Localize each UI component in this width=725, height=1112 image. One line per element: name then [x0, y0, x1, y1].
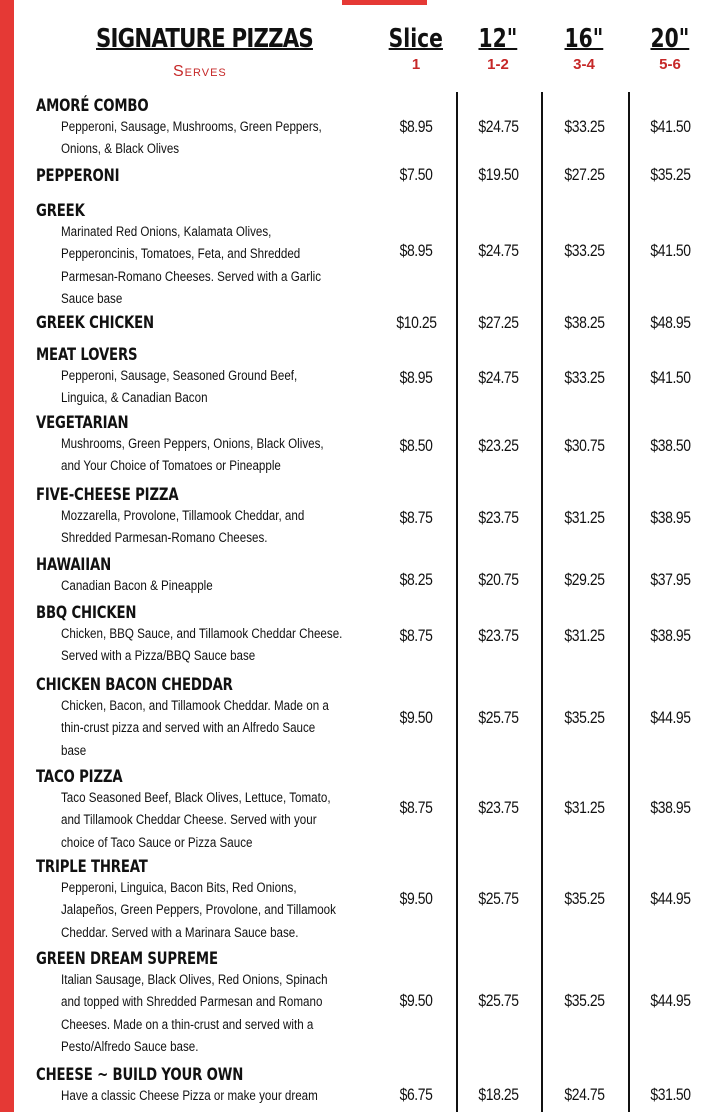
menu-item-name: HAWAIIAN [36, 555, 112, 575]
menu-item-price [458, 436, 538, 456]
menu-item-name: MEAT LOVERS [36, 345, 138, 365]
size-label: Slice [388, 24, 444, 54]
menu-item-description-line: Mozzarella, Provolone, Tillamook Cheddar, and [61, 508, 305, 523]
price-text: $24.75 [477, 117, 519, 136]
menu-item-price [376, 368, 456, 388]
menu-item-price [458, 241, 538, 261]
menu-item-price [376, 1085, 456, 1105]
menu-item-price [630, 626, 710, 646]
price-text: $25.75 [477, 708, 519, 727]
price-text: $44.95 [649, 889, 691, 908]
menu-item-description-line: Jalapeños, Green Peppers, Provolone, and Tillamook [61, 902, 336, 918]
menu-item-price [544, 313, 624, 333]
menu-item-description-line: Cheddar. Served with a Marinara Sauce base. [61, 924, 299, 940]
menu-item-price [458, 991, 538, 1011]
price-text: $23.25 [477, 436, 519, 455]
price-text: $19.50 [477, 165, 519, 184]
menu-item-price [376, 241, 456, 261]
menu-item-name: FIVE-CHEESE PIZZA [36, 485, 179, 505]
menu-item-price [458, 508, 538, 528]
price-text: $8.75 [399, 798, 433, 817]
menu-item-description-line: Marinated Red Onions, Kalamata Olives, [61, 224, 272, 239]
menu-item-price [544, 117, 624, 137]
menu-item-price [544, 626, 624, 646]
menu-item-price [458, 1085, 538, 1105]
size-column-16 [544, 24, 624, 73]
menu-item-price [630, 798, 710, 818]
menu-item-price [544, 889, 624, 909]
price-text: $8.25 [399, 570, 433, 589]
price-text: $31.25 [563, 626, 605, 645]
menu-item-price [458, 165, 538, 185]
menu-item-price [376, 570, 456, 590]
menu-item-price [376, 313, 456, 333]
price-text: $8.95 [399, 117, 433, 136]
price-text: $35.25 [563, 991, 605, 1010]
menu-item-description-line: and Your Choice of Tomatoes or Pineapple [61, 458, 281, 474]
price-text: $8.95 [399, 368, 433, 387]
menu-item-price [376, 991, 456, 1011]
price-text: $41.50 [649, 241, 691, 260]
menu-item-name: TACO PIZZA [36, 767, 123, 787]
size-label: 12" [478, 24, 518, 54]
serves-count: 5-6 [659, 56, 681, 73]
menu-item-description-line: base [61, 742, 87, 758]
menu-item-price [630, 436, 710, 456]
menu-item-price [458, 626, 538, 646]
price-text: $31.25 [563, 798, 605, 817]
menu-item-price [544, 570, 624, 590]
menu-item-price [630, 889, 710, 909]
price-text: $23.75 [477, 798, 519, 817]
menu-item-description-line: Sauce base [61, 290, 123, 306]
size-label: 16" [564, 24, 604, 54]
price-text: $35.25 [563, 889, 605, 908]
menu-item-price [458, 708, 538, 728]
menu-item-price [630, 991, 710, 1011]
size-column-slice [376, 24, 456, 73]
menu-item-price [630, 368, 710, 388]
price-text: $9.50 [399, 889, 433, 908]
menu-item-description-line: Taco Seasoned Beef, Black Olives, Lettuce, Tomato, [61, 790, 331, 805]
price-text: $27.25 [477, 313, 519, 332]
menu-item-price [544, 1085, 624, 1105]
menu-item-price [544, 241, 624, 261]
price-text: $23.75 [477, 508, 519, 527]
menu-item-price [376, 117, 456, 137]
price-text: $38.95 [649, 508, 691, 527]
price-text: $37.95 [649, 570, 691, 589]
menu-item-price [630, 165, 710, 185]
size-column-20 [630, 24, 710, 73]
serves-label: Serves [173, 63, 227, 80]
menu-item-description-line: Pepperoni, Sausage, Mushrooms, Green Peppers, [61, 119, 322, 134]
menu-item-description-line: Canadian Bacon & Pineapple [61, 578, 213, 593]
price-text: $33.25 [563, 368, 605, 387]
price-text: $18.25 [477, 1085, 519, 1104]
price-text: $24.75 [477, 368, 519, 387]
menu-item-price [376, 626, 456, 646]
menu-item-price [458, 117, 538, 137]
price-text: $27.25 [563, 165, 605, 184]
menu-item-price [544, 798, 624, 818]
menu-item-description-line: Served with a Pizza/BBQ Sauce base [61, 648, 256, 664]
menu-item-description-line: and topped with Shredded Parmesan and Romano [61, 994, 323, 1010]
menu-item-description-line: Have a classic Cheese Pizza or make your dream [61, 1088, 318, 1103]
menu-item-price [544, 708, 624, 728]
price-text: $38.50 [649, 436, 691, 455]
price-text: $44.95 [649, 991, 691, 1010]
menu-item-price [544, 368, 624, 388]
price-text: $41.50 [649, 117, 691, 136]
menu-item-price [376, 508, 456, 528]
menu-item-description-line: Onions, & Black Olives [61, 141, 180, 157]
menu-item-price [630, 117, 710, 137]
price-text: $33.25 [563, 241, 605, 260]
price-text: $38.95 [649, 626, 691, 645]
menu-item-description-line: thin-crust pizza and served with an Alfredo Sauce [61, 720, 316, 736]
menu-item-name: CHICKEN BACON CHEDDAR [36, 675, 233, 695]
price-text: $9.50 [399, 708, 433, 727]
menu-item-price [630, 508, 710, 528]
menu-item-name: AMORÉ COMBO [36, 96, 149, 116]
price-text: $24.75 [477, 241, 519, 260]
serves-count: 1 [411, 56, 421, 73]
menu-item-description-line: Cheeses. Made on a thin-crust and served with a [61, 1016, 314, 1032]
menu-item-description-line: Parmesan-Romano Cheeses. Served with a Garlic [61, 268, 322, 284]
price-text: $38.25 [563, 313, 605, 332]
menu-item-description-line: choice of Taco Sauce or Pizza Sauce [61, 834, 253, 850]
size-column-12 [458, 24, 538, 73]
price-text: $7.50 [399, 165, 433, 184]
top-accent-bar [342, 0, 427, 5]
menu-item-price [458, 313, 538, 333]
menu-item-price [376, 436, 456, 456]
menu-item-name: BBQ CHICKEN [36, 603, 137, 623]
price-text: $35.25 [563, 708, 605, 727]
menu-item-price [458, 798, 538, 818]
menu-item-price [544, 991, 624, 1011]
menu-item-price [544, 436, 624, 456]
price-text: $25.75 [477, 991, 519, 1010]
price-text: $35.25 [649, 165, 691, 184]
left-accent-bar [0, 0, 14, 1112]
menu-section-title: SIGNATURE PIZZAS [96, 24, 313, 54]
serves-count: 1-2 [487, 56, 509, 73]
price-text: $30.75 [563, 436, 605, 455]
price-text: $41.50 [649, 368, 691, 387]
menu-item-description-line: Linguica, & Canadian Bacon [61, 390, 208, 406]
price-text: $31.25 [563, 508, 605, 527]
menu-item-price [544, 165, 624, 185]
menu-item-name: TRIPLE THREAT [36, 857, 148, 877]
price-text: $23.75 [477, 626, 519, 645]
serves-count: 3-4 [573, 56, 595, 73]
price-text: $38.95 [649, 798, 691, 817]
menu-item-price [544, 508, 624, 528]
price-text: $29.25 [563, 570, 605, 589]
menu-item-price [630, 241, 710, 261]
price-text: $9.50 [399, 991, 433, 1010]
price-text: $44.95 [649, 708, 691, 727]
column-divider [541, 92, 543, 1112]
menu-item-name: GREEK CHICKEN [36, 313, 154, 333]
menu-item-price [376, 708, 456, 728]
menu-item-name: VEGETARIAN [36, 413, 129, 433]
menu-item-price [458, 570, 538, 590]
menu-item-description-line: Pepperoni, Linguica, Bacon Bits, Red Onions, [61, 880, 297, 895]
price-text: $6.75 [399, 1085, 433, 1104]
size-label: 20" [650, 24, 690, 54]
menu-item-description-line: Chicken, Bacon, and Tillamook Cheddar. Made on a [61, 698, 329, 713]
price-text: $10.25 [395, 313, 437, 332]
menu-item-name: GREEK [36, 201, 85, 221]
menu-item-price [630, 1085, 710, 1105]
menu-item-description-line: Pepperoncinis, Tomatoes, Feta, and Shredded [61, 246, 301, 262]
price-text: $8.75 [399, 626, 433, 645]
menu-item-description-line: Shredded Parmesan-Romano Cheeses. [61, 530, 268, 546]
menu-item-name: CHEESE ~ BUILD YOUR OWN [36, 1065, 244, 1085]
menu-item-description-line: Pepperoni, Sausage, Seasoned Ground Beef, [61, 368, 298, 383]
menu-item-price [630, 708, 710, 728]
price-text: $48.95 [649, 313, 691, 332]
menu-item-price [630, 313, 710, 333]
price-text: $8.95 [399, 241, 433, 260]
menu-item-price [376, 165, 456, 185]
menu-item-price [376, 889, 456, 909]
menu-item-description-line: and Tillamook Cheddar Cheese. Served with your [61, 812, 317, 828]
menu-item-price [458, 368, 538, 388]
price-text: $25.75 [477, 889, 519, 908]
menu-item-description-line: Chicken, BBQ Sauce, and Tillamook Cheddar Cheese. [61, 626, 343, 641]
price-text: $8.75 [399, 508, 433, 527]
menu-item-price [376, 798, 456, 818]
price-text: $20.75 [477, 570, 519, 589]
price-text: $33.25 [563, 117, 605, 136]
menu-item-name: GREEN DREAM SUPREME [36, 949, 218, 969]
menu-item-description-line: Mushrooms, Green Peppers, Onions, Black Olives, [61, 436, 324, 451]
menu-item-price [458, 889, 538, 909]
menu-item-description-line: Italian Sausage, Black Olives, Red Onions, Spinach [61, 972, 328, 987]
price-text: $24.75 [563, 1085, 605, 1104]
price-text: $31.50 [649, 1085, 691, 1104]
menu-item-description-line: Pesto/Alfredo Sauce base. [61, 1038, 199, 1054]
price-text: $8.50 [399, 436, 433, 455]
menu-item-name: PEPPERONI [36, 166, 120, 186]
menu-item-price [630, 570, 710, 590]
